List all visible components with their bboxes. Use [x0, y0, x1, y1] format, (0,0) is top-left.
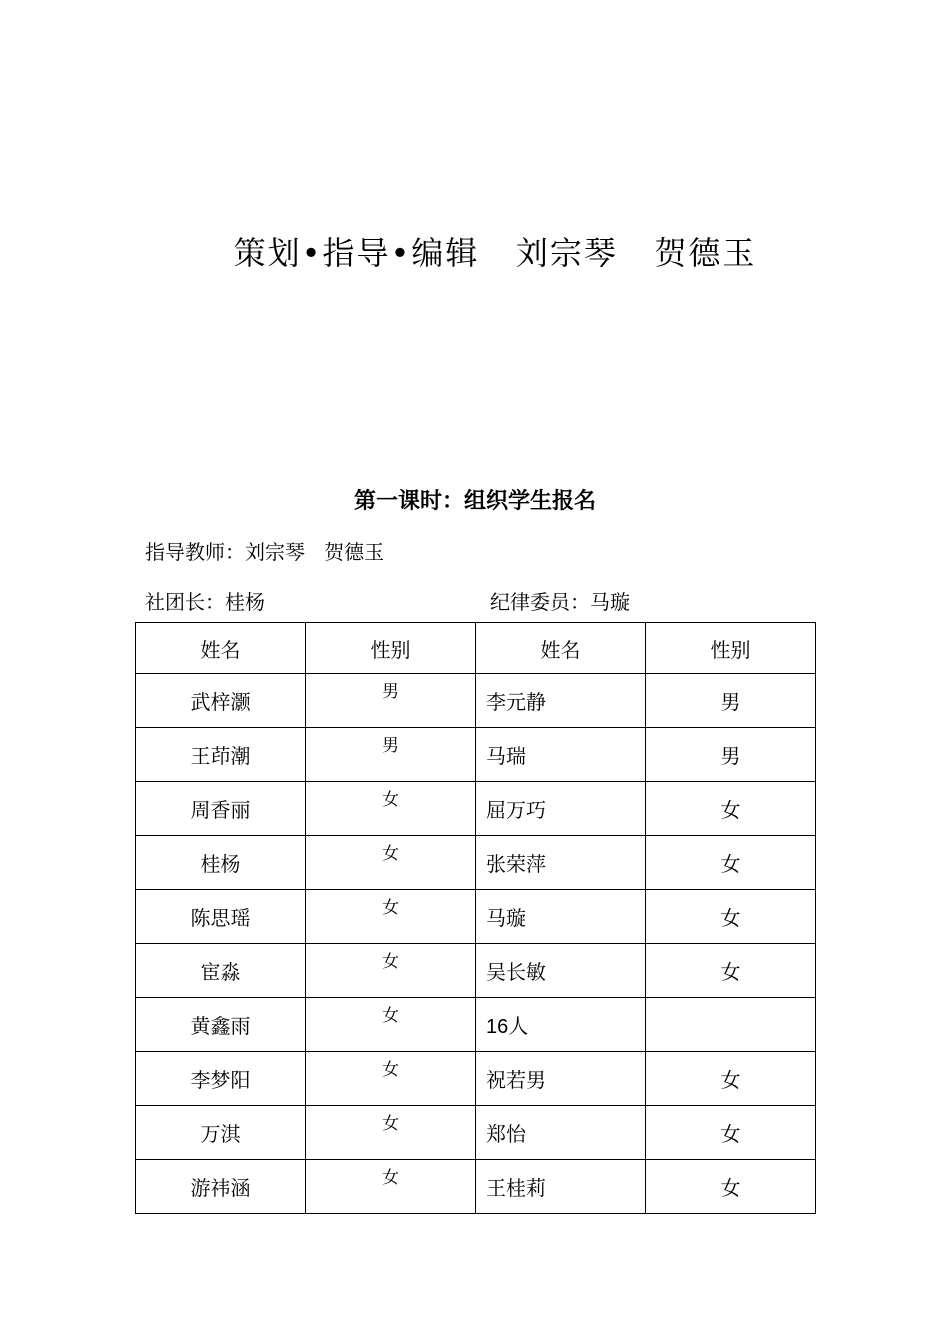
student-name: 郑怡: [476, 1106, 646, 1160]
student-name: 吴长敏: [476, 944, 646, 998]
table-row: [136, 1106, 816, 1160]
student-name: 周香丽: [136, 782, 306, 836]
student-gender: 女: [306, 944, 476, 998]
student-gender: 女: [306, 1052, 476, 1106]
student-gender: 女: [306, 1106, 476, 1160]
table-row: [136, 998, 816, 1052]
student-gender: 女: [646, 1160, 816, 1214]
student-name: 黄鑫雨: [136, 998, 306, 1052]
student-gender: [646, 998, 816, 1052]
student-gender: 女: [646, 1052, 816, 1106]
table-row: [136, 1052, 816, 1106]
student-gender: 女: [646, 836, 816, 890]
header-gender-2: 性别: [646, 623, 816, 674]
student-name: 王茚潮: [136, 728, 306, 782]
student-gender: 男: [306, 728, 476, 782]
credit-line: 策划•指导•编辑 刘宗琴 贺德玉: [233, 234, 757, 272]
student-gender: 女: [306, 890, 476, 944]
student-gender: 女: [646, 1106, 816, 1160]
student-name: 李梦阳: [136, 1052, 306, 1106]
student-name: 宦淼: [136, 944, 306, 998]
student-name: 游祎涵: [136, 1160, 306, 1214]
monitor-line: 纪律委员：马璇: [490, 590, 630, 614]
table-row: [136, 1160, 816, 1214]
student-roster-table: [135, 622, 816, 1214]
teacher-line: 指导教师：刘宗琴 贺德玉: [145, 540, 385, 564]
total-count: 16人: [476, 998, 646, 1052]
student-gender: 男: [646, 728, 816, 782]
student-name: 王桂莉: [476, 1160, 646, 1214]
student-gender: 女: [646, 944, 816, 998]
table-header-row: [136, 623, 816, 674]
student-gender: 女: [646, 890, 816, 944]
student-name: 屈万巧: [476, 782, 646, 836]
student-gender: 女: [646, 782, 816, 836]
header-name-1: 姓名: [136, 623, 306, 674]
table-row: [136, 944, 816, 998]
student-name: 万淇: [136, 1106, 306, 1160]
header-name-2: 姓名: [476, 623, 646, 674]
student-name: 马璇: [476, 890, 646, 944]
leader-line: 社团长：桂杨: [145, 590, 265, 614]
student-name: 马瑞: [476, 728, 646, 782]
student-name: 武梓灏: [136, 674, 306, 728]
lesson-title: 第一课时：组织学生报名: [353, 489, 596, 514]
table-row: [136, 836, 816, 890]
student-gender: 女: [306, 836, 476, 890]
header-gender-1: 性别: [306, 623, 476, 674]
student-name: 张荣萍: [476, 836, 646, 890]
student-name: 陈思瑶: [136, 890, 306, 944]
student-gender: 男: [306, 674, 476, 728]
table-row: [136, 890, 816, 944]
student-gender: 女: [306, 782, 476, 836]
table-row: [136, 782, 816, 836]
student-gender: 男: [646, 674, 816, 728]
table-row: [136, 674, 816, 728]
table-row: [136, 728, 816, 782]
student-name: 祝若男: [476, 1052, 646, 1106]
student-gender: 女: [306, 998, 476, 1052]
student-gender: 女: [306, 1160, 476, 1214]
student-name: 李元静: [476, 674, 646, 728]
student-name: 桂杨: [136, 836, 306, 890]
